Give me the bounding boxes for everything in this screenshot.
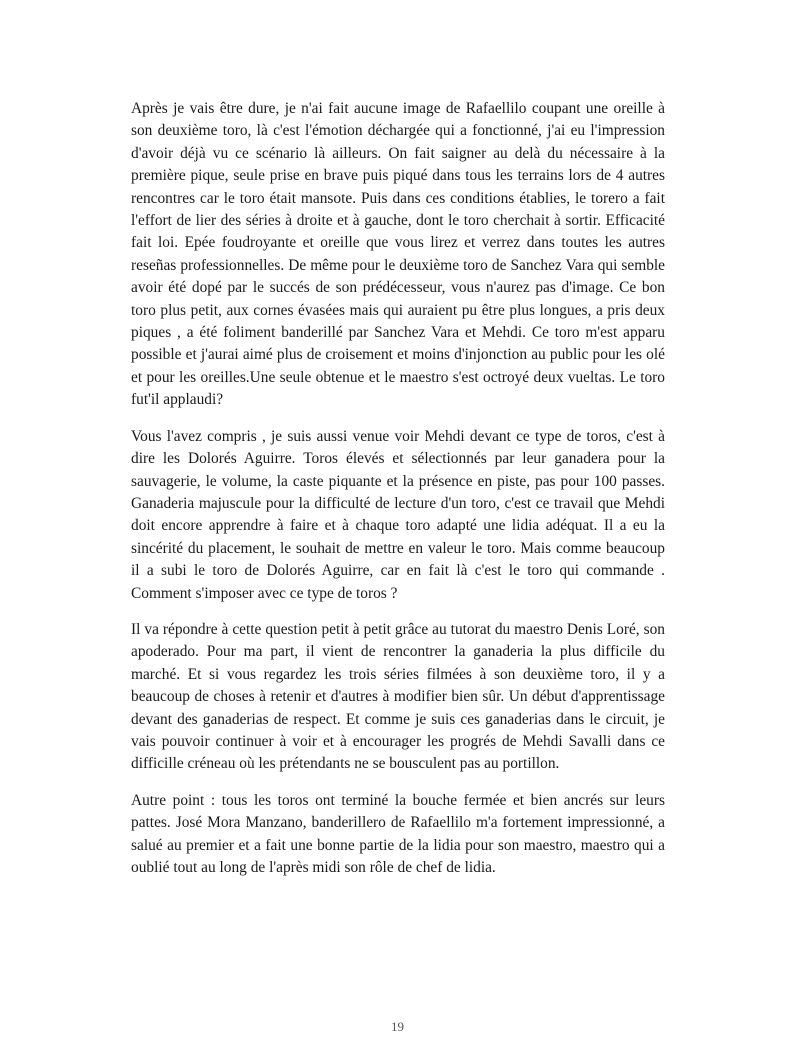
paragraph-1: Après je vais être dure, je n'ai fait aucune image de Rafaellilo coupant une oreille à son deuxième toro, là c'est l'émotion déchargée qui a fonctionné, j'ai eu l'impression d'avoir déjà vu ce scénario là ailleurs. On fait saigner au delà du nécessaire à la première pique, seule prise en brave puis piqué dans tous les terrains lors de 4 autres rencontres car le toro était mansote. Puis dans ces conditions établies, le torero a fait l'effort de lier des séries à droite et à gauche, dont le toro cherchait à sortir. Efficacité fait loi. Epée foudroyante et oreille que vous lirez et verrez dans toutes les autres reseñas professionnelles. De même pour le deuxième toro de Sanchez Vara qui semble avoir été dopé par le succés de son prédécesseur, vous n'aurez pas d'image. Ce bon toro plus petit, aux cornes évasées mais qui auraient pu être plus longues, a pris deux piques , a été foliment banderillé par Sanchez Vara et Mehdi. Ce toro m'est apparu possible et j'aurai aimé plus de croisement et moins d'injonction au public pour les olé et pour les oreilles.Une seule obtenue et le maestro s'est octroyé deux vueltas. Le toro fut'il applaudi? [131,100,665,409]
page-number: 19 [391,1019,404,1034]
paragraph-2: Vous l'avez compris , je suis aussi venue voir Mehdi devant ce type de toros, c'est à dire les Dolorés Aguirre. Toros élevés et sélectionnés par leur ganadera pour la sauvagerie, le volume, la caste piquante et la présence en piste, pas pour 100 passes. Ganaderia majuscule pour la difficulté de lecture d'un toro, c'est ce travail que Mehdi doit encore apprendre à faire et à chaque toro adapté une lidia adéquat. Il a eu la sincérité du placement, le souhait de mettre en valeur le toro. Mais comme beaucoup il a subi le toro de Dolorés Aguirre, car en fait là c'est le toro qui commande . Comment s'imposer avec ce type de toros ? [131,427,665,602]
paragraph-3: Il va répondre à cette question petit à petit grâce au tutorat du maestro Denis Loré, son apoderado. Pour ma part, il vient de rencontrer la ganaderia la plus difficile du marché. Et si vous regardez les trois séries filmées à son deuxième toro, il y a beaucoup de choses à retenir et d'autres à modifier bien sûr. Un début d'apprentissage devant des ganaderias de respect. Et comme je suis ces ganaderias dans le circuit, je vais pouvoir continuer à voir et à encourager les progrés de Mehdi Savalli dans ce difficille créneau où les prétendants ne se bousculent pas au portillon. [131,620,665,773]
paragraph-4: Autre point : tous les toros ont terminé la bouche fermée et bien ancrés sur leurs pattes. José Mora Manzano, banderillero de Rafaellilo m'a fortement impressionné, a salué au premier et a fait une bonne partie de la lidia pour son maestro, maestro qui a oublié tout au long de l'après midi son rôle de chef de lidia. [131,791,665,876]
document-body [131,98,665,893]
